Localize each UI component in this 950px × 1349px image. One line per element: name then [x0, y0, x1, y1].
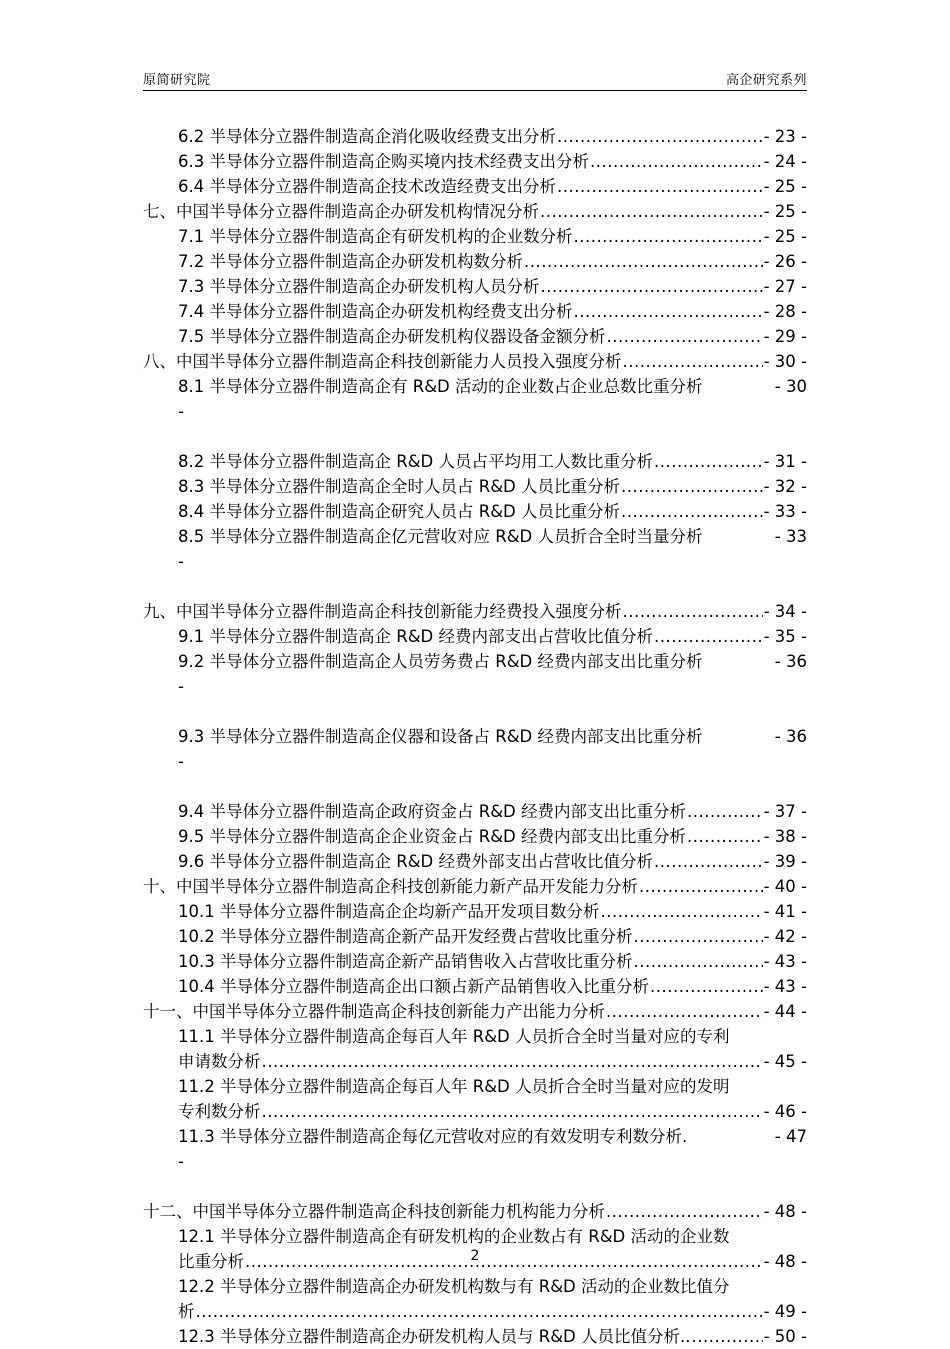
toc-entry-title-cont: 申请数分析	[178, 1052, 261, 1071]
toc-entry-title: 9.1 半导体分立器件制造高企 R&D 经费内部支出占营收比值分析	[178, 627, 654, 646]
toc-entry[interactable]	[143, 999, 807, 1024]
toc-page-number: - 25 -	[763, 177, 807, 196]
toc-entry[interactable]	[143, 849, 807, 874]
toc-entry-title: 12.3 半导体分立器件制造高企办研发机构人员与 R&D 人员比值分析..	[178, 1327, 691, 1346]
toc-entry-title: 11.1 半导体分立器件制造高企每百人年 R&D 人员折合全时当量对应的专利	[178, 1027, 730, 1046]
leader-dots	[574, 299, 763, 324]
toc-page-number: - 39 -	[763, 852, 807, 871]
toc-entry[interactable]	[143, 524, 807, 549]
leader-dots	[262, 1099, 763, 1124]
toc-page-number: - 25 -	[763, 202, 807, 221]
leader-dots	[621, 499, 763, 524]
toc-page-number: - 30 -	[763, 352, 807, 371]
toc-entry[interactable]	[143, 1274, 807, 1299]
toc-entry[interactable]	[143, 899, 807, 924]
toc-entry-title: 8.4 半导体分立器件制造高企研究人员占 R&D 人员比重分析	[178, 502, 621, 521]
toc-entry-title: 10.4 半导体分立器件制造高企出口额占新产品销售收入比重分析	[178, 977, 649, 996]
toc-entry[interactable]	[143, 799, 807, 824]
toc-page-number: - 42 -	[763, 927, 807, 946]
toc-entry-title: 7.1 半导体分立器件制造高企有研发机构的企业数分析	[178, 227, 573, 246]
toc-entry-title: 7.5 半导体分立器件制造高企办研发机构仪器设备金额分析	[178, 327, 606, 346]
toc-entry-title: 12.1 半导体分立器件制造高企有研发机构的企业数占有 R&D 活动的企业数	[178, 1227, 730, 1246]
toc-entry-title: 10.1 半导体分立器件制造高企企均新产品开发项目数分析	[178, 902, 600, 921]
toc-entry[interactable]	[143, 649, 807, 674]
toc-entry-title-cont: 专利数分析	[178, 1102, 261, 1121]
toc-entry[interactable]	[143, 824, 807, 849]
blank-line	[143, 574, 807, 599]
toc-page-number: - 25 -	[763, 227, 807, 246]
toc-entry-title: 6.3 半导体分立器件制造高企购买境内技术经费支出分析	[178, 152, 589, 171]
toc-entry[interactable]	[143, 924, 807, 949]
leader-dots	[639, 874, 763, 899]
leader-dots	[633, 949, 762, 974]
toc-entry[interactable]	[143, 149, 807, 174]
toc-entry-continuation[interactable]	[143, 1099, 807, 1124]
leader-dots	[621, 474, 763, 499]
toc-entry-title-cont: 比重分析	[178, 1252, 244, 1271]
toc-page-number: - 43 -	[763, 952, 807, 971]
toc-entry-title-cont: 析	[178, 1302, 195, 1321]
header-series: 高企研究系列	[725, 73, 807, 88]
toc-entry-title: 9.5 半导体分立器件制造高企企业资金占 R&D 经费内部支出比重分析	[178, 827, 687, 846]
leader-dots	[574, 224, 763, 249]
toc-entry-title: 八、中国半导体分立器件制造高企科技创新能力人员投入强度分析	[143, 352, 622, 371]
toc-entry[interactable]	[143, 499, 807, 524]
toc-page-number: - 27 -	[763, 277, 807, 296]
toc-entry-title: 十、中国半导体分立器件制造高企科技创新能力新产品开发能力分析	[143, 877, 638, 896]
toc-page-number: - 36	[774, 652, 807, 671]
table-of-contents	[143, 124, 807, 1349]
toc-page-number: - 24 -	[763, 152, 807, 171]
leader-dots	[687, 799, 763, 824]
toc-entry[interactable]	[143, 474, 807, 499]
toc-entry-title: 6.2 半导体分立器件制造高企消化吸收经费支出分析	[178, 127, 556, 146]
toc-entry-title: 11.2 半导体分立器件制造高企每百人年 R&D 人员折合全时当量对应的发明	[178, 1077, 730, 1096]
toc-entry-title: 6.4 半导体分立器件制造高企技术改造经费支出分析	[178, 177, 556, 196]
leader-dots	[623, 349, 763, 374]
leader-dots	[557, 174, 763, 199]
leader-dots	[623, 599, 763, 624]
toc-entry[interactable]	[143, 299, 807, 324]
toc-entry-title: 7.3 半导体分立器件制造高企办研发机构人员分析	[178, 277, 540, 296]
toc-page-number: - 49 -	[763, 1302, 807, 1321]
toc-page-number: - 23 -	[763, 127, 807, 146]
toc-entry-continuation[interactable]	[143, 1049, 807, 1074]
blank-line	[143, 774, 807, 799]
toc-entry-title: 8.2 半导体分立器件制造高企 R&D 人员占平均用工人数比重分析	[178, 452, 654, 471]
toc-entry-title: 十二、中国半导体分立器件制造高企科技创新能力机构能力分析	[143, 1202, 605, 1221]
toc-entry-title: 12.2 半导体分立器件制造高企办研发机构数与有 R&D 活动的企业数比值分	[178, 1277, 730, 1296]
toc-page-number: - 50 -	[763, 1327, 807, 1346]
toc-entry-title: 9.6 半导体分立器件制造高企 R&D 经费外部支出占营收比值分析	[178, 852, 654, 871]
leader-dots	[687, 824, 763, 849]
toc-entry[interactable]	[143, 1199, 807, 1224]
toc-entry-title: 九、中国半导体分立器件制造高企科技创新能力经费投入强度分析	[143, 602, 622, 621]
toc-page-number: - 31 -	[763, 452, 807, 471]
toc-entry-title: 7.2 半导体分立器件制造高企办研发机构数分析	[178, 252, 523, 271]
toc-page-number: - 48 -	[763, 1202, 807, 1221]
toc-entry-title: 十一、中国半导体分立器件制造高企科技创新能力产出能力分析	[143, 1002, 605, 1021]
toc-entry[interactable]	[143, 199, 807, 224]
toc-page-number: - 38 -	[763, 827, 807, 846]
leader-dots	[654, 624, 763, 649]
toc-page-number: - 37 -	[763, 802, 807, 821]
toc-entry[interactable]	[143, 949, 807, 974]
toc-entry[interactable]	[143, 224, 807, 249]
toc-entry[interactable]	[143, 374, 807, 399]
toc-entry[interactable]	[143, 249, 807, 274]
toc-entry[interactable]	[143, 874, 807, 899]
toc-page-number: - 33	[774, 527, 807, 546]
blank-line	[143, 424, 807, 449]
toc-entry[interactable]	[143, 1024, 807, 1049]
toc-page-number: - 36	[774, 727, 807, 746]
toc-page-number: - 43 -	[763, 977, 807, 996]
toc-page-number: - 40 -	[763, 877, 807, 896]
toc-page-number: - 30	[774, 377, 807, 396]
toc-entry-title: 8.5 半导体分立器件制造高企亿元营收对应 R&D 人员折合全时当量分析	[178, 527, 703, 546]
toc-entry[interactable]	[143, 349, 807, 374]
toc-entry-title: 9.4 半导体分立器件制造高企政府资金占 R&D 经费内部支出比重分析	[178, 802, 687, 821]
leader-dots	[606, 1199, 763, 1224]
toc-page-number: - 35 -	[763, 627, 807, 646]
toc-entry[interactable]	[143, 274, 807, 299]
toc-page-number: - 48 -	[763, 1252, 807, 1271]
toc-page-number: - 32 -	[763, 477, 807, 496]
leader-dots	[541, 274, 763, 299]
leader-dots	[196, 1299, 763, 1324]
leader-dots	[524, 249, 763, 274]
leader-dots	[540, 199, 763, 224]
leader-dots	[590, 149, 763, 174]
toc-page-number: - 29 -	[763, 327, 807, 346]
toc-entry[interactable]	[143, 599, 807, 624]
page-number: 2	[470, 1248, 480, 1264]
toc-entry[interactable]	[143, 1074, 807, 1099]
header-institute: 原简研究院	[143, 73, 211, 88]
blank-line	[143, 1174, 807, 1199]
toc-page-number: - 26 -	[763, 252, 807, 271]
toc-page-number: - 46 -	[763, 1102, 807, 1121]
leader-dots	[600, 899, 762, 924]
toc-entry-title: 七、中国半导体分立器件制造高企办研发机构情况分析	[143, 202, 539, 221]
toc-entry-title: 8.3 半导体分立器件制造高企全时人员占 R&D 人员比重分析	[178, 477, 621, 496]
toc-page-number: - 45 -	[763, 1052, 807, 1071]
toc-page-number: - 28 -	[763, 302, 807, 321]
leader-dots	[557, 124, 763, 149]
toc-entry-title: 9.2 半导体分立器件制造高企人员劳务费占 R&D 经费内部支出比重分析	[178, 652, 703, 671]
leader-dots	[654, 449, 763, 474]
leader-dots	[654, 849, 763, 874]
toc-entry-title: 8.1 半导体分立器件制造高企有 R&D 活动的企业数占企业总数比重分析	[178, 377, 703, 396]
leader-dots	[606, 999, 763, 1024]
toc-entry[interactable]	[143, 1124, 807, 1149]
toc-page-number: - 41 -	[763, 902, 807, 921]
toc-entry[interactable]	[143, 1224, 807, 1249]
leader-dots	[633, 924, 762, 949]
toc-page-number-wrap: -	[178, 752, 184, 771]
toc-entry-title: 7.4 半导体分立器件制造高企办研发机构经费支出分析	[178, 302, 573, 321]
toc-entry[interactable]	[143, 174, 807, 199]
page-header	[143, 68, 807, 91]
toc-page-number-wrap: -	[178, 677, 184, 696]
toc-entry[interactable]	[143, 724, 807, 749]
toc-entry[interactable]	[143, 1324, 807, 1349]
toc-page-number-wrap: -	[178, 552, 184, 571]
toc-entry-title: 10.3 半导体分立器件制造高企新产品销售收入占营收比重分析	[178, 952, 633, 971]
toc-entry[interactable]	[143, 624, 807, 649]
toc-page-number: - 34 -	[763, 602, 807, 621]
toc-entry[interactable]	[143, 324, 807, 349]
toc-page-number-wrap: -	[178, 1152, 184, 1171]
toc-entry-title: 10.2 半导体分立器件制造高企新产品开发经费占营收比重分析	[178, 927, 633, 946]
leader-dots	[262, 1049, 763, 1074]
toc-page-number-wrap: -	[178, 402, 184, 421]
toc-entry-continuation[interactable]	[143, 1299, 807, 1324]
toc-page-number: - 33 -	[763, 502, 807, 521]
leader-dots	[607, 324, 763, 349]
toc-entry[interactable]	[143, 449, 807, 474]
leader-dots	[650, 974, 763, 999]
leader-dots	[692, 1324, 763, 1349]
toc-page-number: - 44 -	[763, 1002, 807, 1021]
toc-entry-title: 11.3 半导体分立器件制造高企每亿元营收对应的有效发明专利数分析.	[178, 1127, 688, 1146]
toc-page-number: - 47	[774, 1127, 807, 1146]
toc-entry[interactable]	[143, 974, 807, 999]
toc-entry-title: 9.3 半导体分立器件制造高企仪器和设备占 R&D 经费内部支出比重分析	[178, 727, 703, 746]
toc-entry[interactable]	[143, 124, 807, 149]
blank-line	[143, 699, 807, 724]
